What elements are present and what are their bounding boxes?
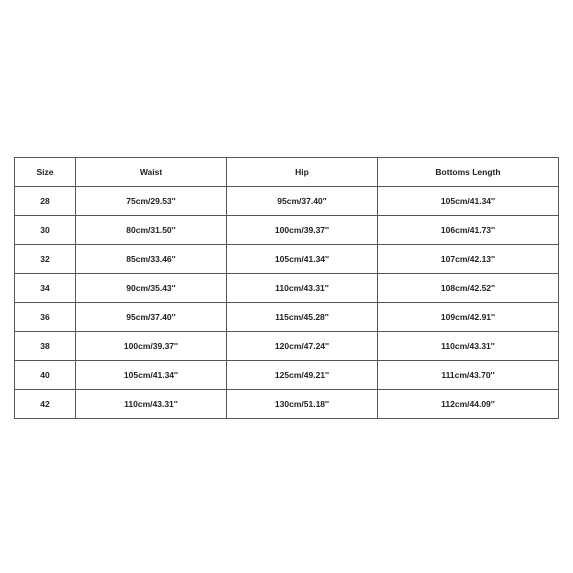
cell-bottoms-length: 109cm/42.91'' xyxy=(378,303,559,332)
table-row xyxy=(15,361,559,390)
cell-size: 38 xyxy=(15,332,76,361)
cell-hip: 95cm/37.40'' xyxy=(227,187,378,216)
table-row xyxy=(15,390,559,419)
cell-hip: 125cm/49.21'' xyxy=(227,361,378,390)
cell-size: 40 xyxy=(15,361,76,390)
table-row xyxy=(15,274,559,303)
table-row xyxy=(15,332,559,361)
cell-bottoms-length: 105cm/41.34'' xyxy=(378,187,559,216)
cell-hip: 120cm/47.24'' xyxy=(227,332,378,361)
cell-size: 34 xyxy=(15,274,76,303)
cell-waist: 75cm/29.53'' xyxy=(76,187,227,216)
table-row xyxy=(15,245,559,274)
cell-waist: 90cm/35.43'' xyxy=(76,274,227,303)
cell-hip: 115cm/45.28'' xyxy=(227,303,378,332)
cell-hip: 100cm/39.37'' xyxy=(227,216,378,245)
table-row xyxy=(15,187,559,216)
cell-bottoms-length: 111cm/43.70'' xyxy=(378,361,559,390)
header-hip: Hip xyxy=(227,158,378,187)
cell-hip: 130cm/51.18'' xyxy=(227,390,378,419)
cell-waist: 105cm/41.34'' xyxy=(76,361,227,390)
cell-bottoms-length: 106cm/41.73'' xyxy=(378,216,559,245)
cell-waist: 80cm/31.50'' xyxy=(76,216,227,245)
table-row xyxy=(15,216,559,245)
size-chart-table xyxy=(14,157,559,419)
cell-waist: 110cm/43.31'' xyxy=(76,390,227,419)
header-size: Size xyxy=(15,158,76,187)
header-bottoms-length: Bottoms Length xyxy=(378,158,559,187)
cell-hip: 105cm/41.34'' xyxy=(227,245,378,274)
cell-bottoms-length: 108cm/42.52'' xyxy=(378,274,559,303)
cell-size: 30 xyxy=(15,216,76,245)
cell-size: 42 xyxy=(15,390,76,419)
cell-waist: 95cm/37.40'' xyxy=(76,303,227,332)
header-waist: Waist xyxy=(76,158,227,187)
cell-size: 32 xyxy=(15,245,76,274)
cell-bottoms-length: 112cm/44.09'' xyxy=(378,390,559,419)
table-row xyxy=(15,303,559,332)
cell-bottoms-length: 107cm/42.13'' xyxy=(378,245,559,274)
table-header-row xyxy=(15,158,559,187)
cell-size: 36 xyxy=(15,303,76,332)
cell-bottoms-length: 110cm/43.31'' xyxy=(378,332,559,361)
cell-waist: 85cm/33.46'' xyxy=(76,245,227,274)
cell-waist: 100cm/39.37'' xyxy=(76,332,227,361)
cell-size: 28 xyxy=(15,187,76,216)
cell-hip: 110cm/43.31'' xyxy=(227,274,378,303)
